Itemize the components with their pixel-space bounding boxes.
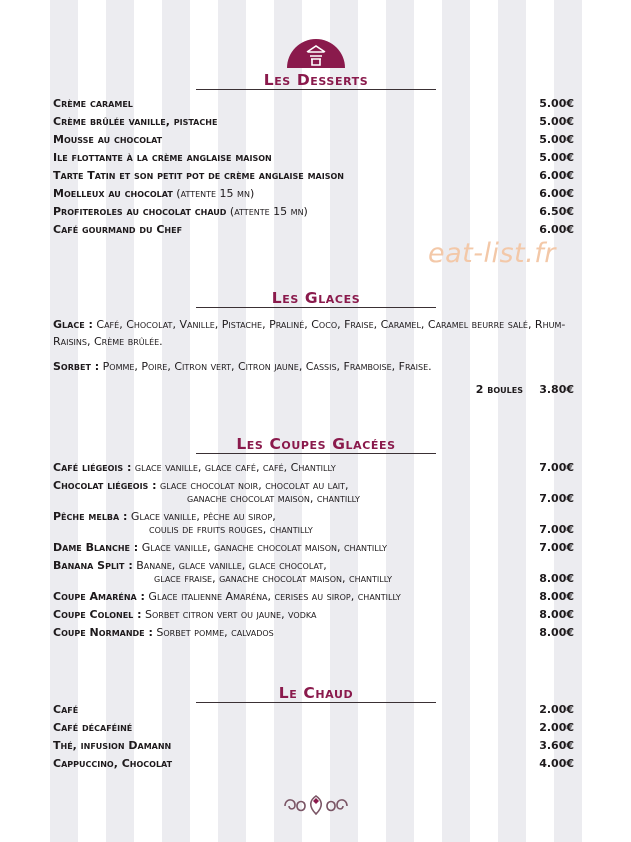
boules-price: 3.80€ — [539, 383, 574, 396]
menu-item-price: 8.00€ — [539, 626, 574, 639]
menu-item-price: 5.00€ — [539, 115, 574, 128]
menu-item: Banana Split : Banane, glace vanille, glace chocolat, — [53, 559, 327, 572]
sorbet-label: Sorbet : — [53, 360, 100, 373]
menu-item: Café — [53, 703, 79, 716]
menu-item: Coupe Amaréna : Glace italienne Amaréna, cerises au sirop, chantilly — [53, 590, 401, 603]
menu-item: Moelleux au chocolat (attente 15 mn) — [53, 187, 255, 200]
boules-label: 2 boules — [475, 383, 523, 396]
menu-item-price: 5.00€ — [539, 97, 574, 110]
menu-item-price: 6.00€ — [539, 223, 574, 236]
menu-item: Café gourmand du Chef — [53, 223, 183, 236]
ornament-flourish-icon — [281, 792, 351, 818]
menu-item-price: 5.00€ — [539, 133, 574, 146]
menu-item: Tarte Tatin et son petit pot de crème anglaise maison — [53, 169, 344, 182]
watermark: eat-list.fr — [428, 238, 556, 269]
menu-item-price: 8.00€ — [539, 572, 574, 585]
section-divider — [196, 453, 436, 454]
menu-item-price: 2.00€ — [539, 703, 574, 716]
menu-item-price: 8.00€ — [539, 608, 574, 621]
sorbet-text: Pomme, Poire, Citron vert, Citron jaune, Cassis, Framboise, Fraise. — [102, 360, 432, 373]
menu-item-price: 7.00€ — [539, 492, 574, 505]
glace-flavours — [53, 316, 583, 350]
section-title-coupes: Les Coupes Glacées — [236, 435, 396, 453]
restaurant-logo-icon — [287, 38, 345, 68]
menu-item-continuation: glace fraise, ganache chocolat maison, chantilly — [154, 572, 393, 585]
glace-label: Glace : — [53, 318, 93, 331]
menu-item: Mousse au chocolat — [53, 133, 163, 146]
section-title-desserts: Les Desserts — [263, 71, 369, 89]
menu-item: Pêche melba : Glace vanille, pêche au sirop, — [53, 510, 276, 523]
menu-item-note: (attente 15 mn) — [226, 205, 308, 218]
menu-item-price: 2.00€ — [539, 721, 574, 734]
menu-item: Crème brûlée vanille, pistache — [53, 115, 218, 128]
section-title-glaces: Les Glaces — [271, 289, 361, 307]
sorbet-flavours — [53, 358, 583, 375]
menu-item: Cappuccino, Chocolat — [53, 757, 173, 770]
menu-item-continuation: coulis de fruits rouges, chantilly — [149, 523, 313, 536]
menu-item: Thé, infusion Damann — [53, 739, 172, 752]
menu-item-note: (attente 15 mn) — [172, 187, 255, 200]
menu-item-continuation: ganache chocolat maison, chantilly — [187, 492, 360, 505]
section-divider — [196, 307, 436, 308]
menu-item: Profiteroles au chocolat chaud (attente 15 mn) — [53, 205, 308, 218]
menu-item: Chocolat liégeois : glace chocolat noir, chocolat au lait, — [53, 479, 349, 492]
menu-item: Café liégeois : glace vanille, glace café, café, Chantilly — [53, 461, 336, 474]
menu-item-price: 3.60€ — [539, 739, 574, 752]
menu-item-price: 4.00€ — [539, 757, 574, 770]
section-divider — [196, 702, 436, 703]
menu-item-price: 6.00€ — [539, 169, 574, 182]
menu-item-price: 7.00€ — [539, 541, 574, 554]
menu-item-price: 6.50€ — [539, 205, 574, 218]
menu-item: Coupe Normande : Sorbet pomme, calvados — [53, 626, 274, 639]
menu-item: Ile flottante à la crème anglaise maison — [53, 151, 272, 164]
section-divider — [196, 89, 436, 90]
menu-item-price: 7.00€ — [539, 461, 574, 474]
menu-item-price: 6.00€ — [539, 187, 574, 200]
menu-item-price: 7.00€ — [539, 523, 574, 536]
glace-text: Café, Chocolat, Vanille, Pistache, Praliné, Coco, Fraise, Caramel, Caramel beurre salé, Rhum-Raisins, Crème brûlée. — [53, 318, 566, 348]
menu-item: Café décaféiné — [53, 721, 133, 734]
menu-item-price: 5.00€ — [539, 151, 574, 164]
menu-item: Crème caramel — [53, 97, 133, 110]
menu-item: Dame Blanche : Glace vanille, ganache chocolat maison, chantilly — [53, 541, 388, 554]
menu-item-price: 8.00€ — [539, 590, 574, 603]
menu-item: Coupe Colonel : Sorbet citron vert ou jaune, vodka — [53, 608, 317, 621]
section-title-chaud: Le Chaud — [278, 684, 354, 702]
